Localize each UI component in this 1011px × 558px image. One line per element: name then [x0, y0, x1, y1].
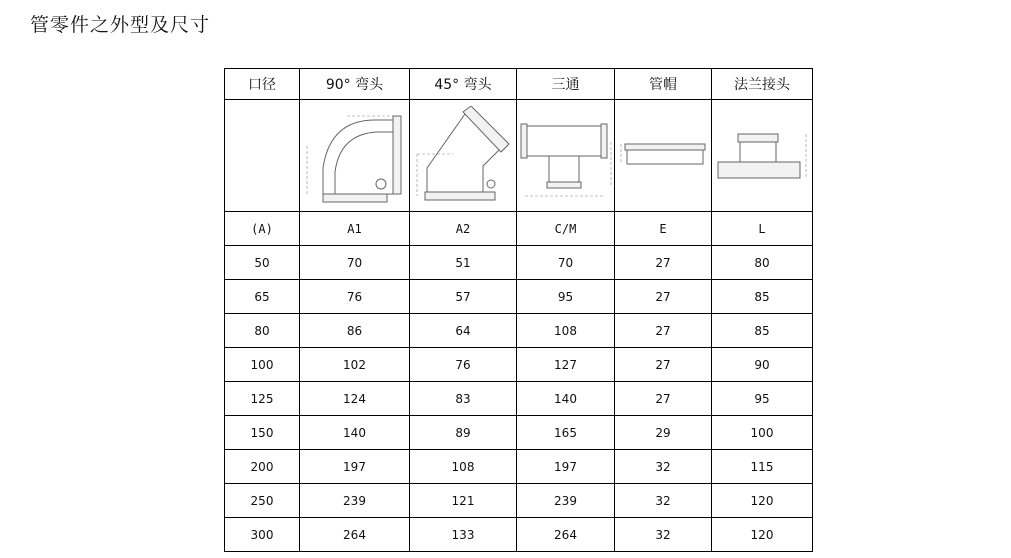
table-cell: 197 — [300, 450, 410, 484]
table-cell: 27 — [615, 348, 712, 382]
table-row — [225, 518, 813, 552]
header-cell: 管帽 — [615, 69, 712, 100]
table-row — [225, 416, 813, 450]
table-cell: 133 — [410, 518, 517, 552]
table-cell: 127 — [517, 348, 615, 382]
table-cell: 27 — [615, 280, 712, 314]
symbol-cell: (A) — [225, 212, 300, 246]
table-cell: 27 — [615, 314, 712, 348]
symbol-cell: A1 — [300, 212, 410, 246]
table-row — [225, 314, 813, 348]
table-cell: 86 — [300, 314, 410, 348]
table-cell: 76 — [300, 280, 410, 314]
diagram-cell — [615, 100, 712, 212]
table-cell: 250 — [225, 484, 300, 518]
table-cell: 150 — [225, 416, 300, 450]
table-cell: 32 — [615, 484, 712, 518]
diagram-cell — [410, 100, 517, 212]
table-cell: 80 — [712, 246, 813, 280]
table-cell: 65 — [225, 280, 300, 314]
diagram-cell-empty — [225, 100, 300, 212]
table-cell: 115 — [712, 450, 813, 484]
table-cell: 108 — [517, 314, 615, 348]
table-cell: 29 — [615, 416, 712, 450]
table-cell: 70 — [300, 246, 410, 280]
header-cell: 法兰接头 — [712, 69, 813, 100]
diagram-cell — [517, 100, 615, 212]
table-cell: 121 — [410, 484, 517, 518]
fittings-spec-table — [224, 68, 813, 552]
table-cell: 124 — [300, 382, 410, 416]
table-cell: 95 — [712, 382, 813, 416]
table-cell: 102 — [300, 348, 410, 382]
table-cell: 70 — [517, 246, 615, 280]
table-cell: 300 — [225, 518, 300, 552]
header-cell: 三通 — [517, 69, 615, 100]
table-cell: 32 — [615, 450, 712, 484]
table-cell: 95 — [517, 280, 615, 314]
table-row — [225, 246, 813, 280]
table-cell: 197 — [517, 450, 615, 484]
table-cell: 239 — [517, 484, 615, 518]
symbol-cell: L — [712, 212, 813, 246]
table-cell: 140 — [300, 416, 410, 450]
symbol-cell: E — [615, 212, 712, 246]
cap-icon — [617, 106, 709, 206]
elbow-45-icon — [413, 106, 513, 206]
header-row — [225, 69, 813, 100]
table-row — [225, 382, 813, 416]
header-cell: 口径 — [225, 69, 300, 100]
diagram-cell — [712, 100, 813, 212]
table-row — [225, 280, 813, 314]
table-cell: 125 — [225, 382, 300, 416]
table-cell: 76 — [410, 348, 517, 382]
table-cell: 108 — [410, 450, 517, 484]
table-cell: 51 — [410, 246, 517, 280]
table-cell: 264 — [517, 518, 615, 552]
symbol-row — [225, 212, 813, 246]
table-cell: 239 — [300, 484, 410, 518]
table-cell: 27 — [615, 246, 712, 280]
table-cell: 90 — [712, 348, 813, 382]
page-title: 管零件之外型及尺寸 — [30, 14, 211, 36]
table-cell: 120 — [712, 518, 813, 552]
symbol-cell: A2 — [410, 212, 517, 246]
table-cell: 140 — [517, 382, 615, 416]
table-cell: 85 — [712, 280, 813, 314]
table-cell: 264 — [300, 518, 410, 552]
table-cell: 64 — [410, 314, 517, 348]
table-cell: 89 — [410, 416, 517, 450]
diagram-cell — [300, 100, 410, 212]
table-cell: 165 — [517, 416, 615, 450]
table-row — [225, 348, 813, 382]
table-row — [225, 450, 813, 484]
table-row — [225, 484, 813, 518]
table-cell: 50 — [225, 246, 300, 280]
table-cell: 85 — [712, 314, 813, 348]
header-cell: 90° 弯头 — [300, 69, 410, 100]
header-cell: 45° 弯头 — [410, 69, 517, 100]
table-cell: 83 — [410, 382, 517, 416]
table-cell: 80 — [225, 314, 300, 348]
symbol-cell: C/M — [517, 212, 615, 246]
table-cell: 120 — [712, 484, 813, 518]
table-cell: 57 — [410, 280, 517, 314]
table-cell: 100 — [225, 348, 300, 382]
diagram-row — [225, 100, 813, 212]
table-cell: 200 — [225, 450, 300, 484]
table-cell: 100 — [712, 416, 813, 450]
elbow-90-icon — [305, 106, 405, 206]
table-cell: 32 — [615, 518, 712, 552]
table-cell: 27 — [615, 382, 712, 416]
flange-adapter-icon — [714, 106, 810, 206]
tee-icon — [519, 106, 613, 206]
